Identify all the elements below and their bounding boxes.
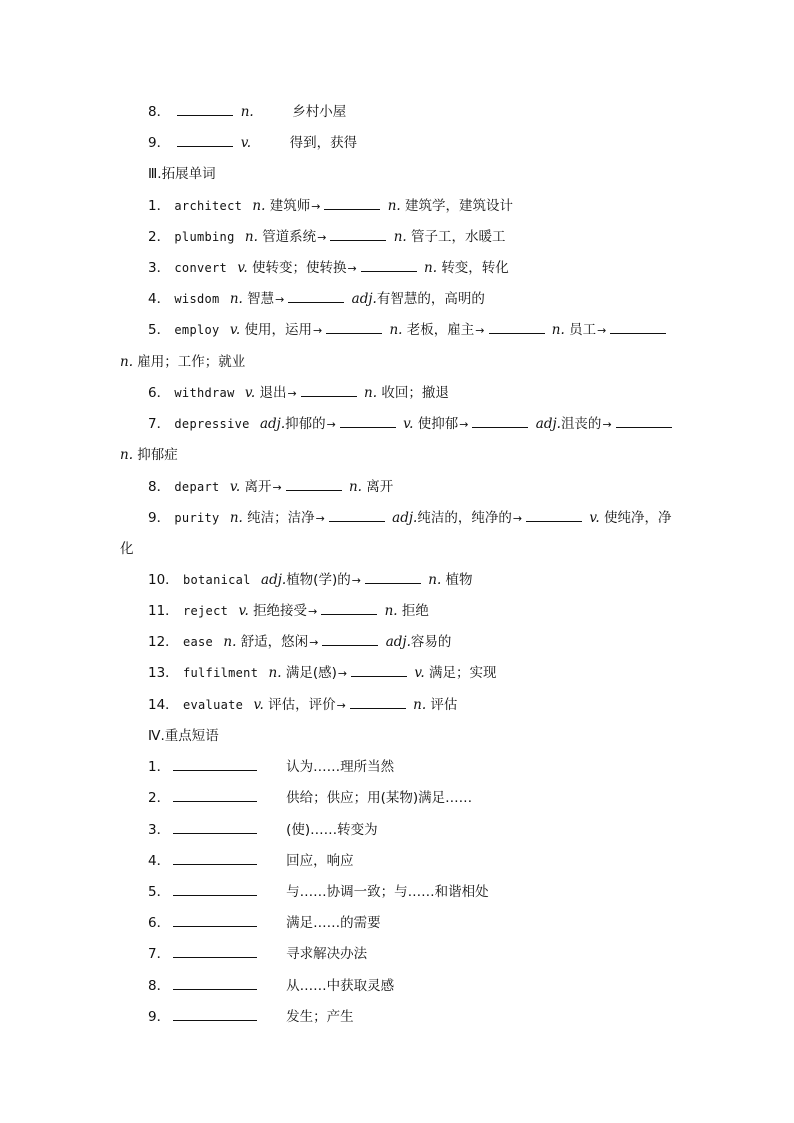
part-of-speech: adj. — [392, 510, 418, 526]
part-of-speech: v. — [414, 665, 425, 681]
item-number: 5． — [148, 322, 171, 338]
section-heading: Ⅲ.拓展单词 — [148, 166, 216, 182]
answer-blank[interactable] — [173, 787, 257, 802]
meaning: 评估，评价 — [268, 697, 336, 713]
headword: fulfilment — [182, 666, 259, 680]
meaning: 发生；产生 — [286, 1009, 354, 1025]
item-number: 3． — [148, 260, 171, 276]
item-number: 8． — [148, 978, 171, 994]
meaning: 使纯净，净 — [603, 510, 672, 526]
expand-item-continuation: 化 — [120, 541, 134, 557]
meaning: 沮丧的 — [560, 416, 602, 432]
headword: purity — [174, 511, 220, 525]
headword: ease — [182, 635, 214, 649]
part-of-speech: v. — [253, 697, 264, 713]
answer-blank[interactable] — [173, 756, 257, 771]
part-of-speech: n. — [389, 322, 403, 338]
meaning: 老板，雇主 — [406, 322, 475, 338]
expand-item — [148, 599, 429, 623]
answer-blank[interactable] — [361, 257, 417, 272]
phrase-item — [148, 911, 381, 935]
arrow-icon: → — [336, 699, 346, 712]
meaning: 容易的 — [410, 634, 452, 650]
part-of-speech: v. — [589, 510, 600, 526]
item-number: 7． — [148, 946, 171, 962]
meaning: 植物 — [445, 572, 473, 588]
part-of-speech: n. — [229, 291, 243, 307]
part-of-speech: n. — [223, 634, 237, 650]
item-number: 14． — [148, 697, 179, 713]
arrow-icon: → — [475, 324, 485, 337]
item-number: 8． — [148, 479, 171, 495]
answer-blank[interactable] — [351, 662, 407, 677]
part-of-speech: n. — [244, 229, 258, 245]
item-number: 8． — [148, 104, 171, 120]
expand-item — [148, 693, 457, 717]
phrase-item — [148, 755, 394, 779]
meaning: 寻求解决办法 — [286, 946, 368, 962]
part-of-speech: adj. — [351, 291, 377, 307]
item-number: 9． — [148, 135, 171, 151]
item-number: 9． — [148, 1009, 171, 1025]
arrow-icon: → — [337, 667, 348, 680]
meaning: 抑郁症 — [137, 447, 178, 463]
headword: convert — [174, 261, 228, 275]
part-of-speech: adj. — [385, 634, 411, 650]
part-of-speech: n. — [364, 385, 378, 401]
answer-blank[interactable] — [329, 507, 385, 522]
item-number: 7． — [148, 416, 171, 432]
headword: architect — [174, 199, 243, 213]
phrase-item — [148, 942, 367, 966]
item-number: 5． — [148, 884, 171, 900]
arrow-icon: → — [309, 636, 319, 649]
item-number: 6． — [148, 915, 171, 931]
meaning: 雇用；工作；就业 — [137, 354, 246, 370]
meaning: 得到，获得 — [289, 135, 358, 151]
meaning: 使抑郁 — [417, 416, 459, 432]
phrase-item — [148, 849, 354, 873]
meaning: 建筑师 — [269, 198, 311, 214]
arrow-icon: → — [602, 418, 612, 431]
part-of-speech: v. — [229, 479, 241, 495]
part-of-speech: n. — [252, 198, 266, 214]
expand-item — [148, 225, 506, 249]
answer-blank[interactable] — [173, 881, 257, 896]
meaning: 离开 — [366, 479, 394, 495]
meaning: 收回；撤退 — [381, 385, 449, 401]
item-number: 13． — [148, 665, 179, 681]
meaning: 供给；供应；用(某物)满足…… — [286, 790, 473, 806]
section-heading: Ⅳ.重点短语 — [148, 728, 219, 744]
arrow-icon: → — [326, 418, 336, 431]
part-of-speech: n. — [384, 603, 398, 619]
expand-item-continuation — [120, 350, 245, 374]
headword: evaluate — [182, 698, 244, 712]
expand-item — [148, 318, 669, 342]
arrow-icon: → — [275, 293, 285, 306]
answer-blank[interactable] — [301, 382, 357, 397]
meaning: 抑郁的 — [285, 416, 326, 432]
arrow-icon: → — [512, 512, 523, 525]
expand-item — [148, 256, 509, 280]
part-of-speech: v. — [237, 260, 248, 276]
meaning: 员工 — [569, 322, 597, 338]
answer-blank[interactable] — [322, 631, 378, 646]
answer-blank[interactable] — [173, 1006, 257, 1021]
answer-blank[interactable] — [288, 288, 344, 303]
item-number: 1． — [148, 759, 171, 775]
item-number: 2． — [148, 229, 171, 245]
answer-blank[interactable] — [321, 600, 377, 615]
headword: wisdom — [174, 292, 220, 306]
meaning: 舒适，悠闲 — [240, 634, 309, 650]
expand-item — [148, 506, 671, 530]
meaning: 满足(感) — [285, 665, 337, 681]
item-number: 4． — [148, 291, 171, 307]
meaning: 纯洁；洁净 — [247, 510, 315, 526]
part-of-speech: v. — [238, 603, 249, 619]
meaning: 认为……理所当然 — [286, 759, 395, 775]
expand-item — [148, 568, 473, 592]
arrow-icon: → — [597, 324, 607, 337]
answer-blank[interactable] — [177, 101, 233, 116]
meaning: 从……中获取灵感 — [286, 978, 395, 994]
arrow-icon: → — [317, 231, 327, 244]
meaning: 转变，转化 — [441, 260, 509, 276]
meaning: 乡村小屋 — [292, 104, 347, 120]
answer-blank[interactable] — [616, 413, 672, 428]
phrase-item — [148, 974, 394, 998]
headword: employ — [174, 323, 220, 337]
headword: withdraw — [174, 386, 235, 400]
part-of-speech: n. — [424, 260, 438, 276]
meaning: 评估 — [430, 697, 458, 713]
vocab-item — [148, 131, 357, 155]
answer-blank[interactable] — [350, 694, 406, 709]
meaning: 管子工，水暖工 — [411, 229, 506, 245]
arrow-icon: → — [459, 418, 469, 431]
phrase-item — [148, 1005, 354, 1029]
meaning: 退出 — [259, 385, 287, 401]
meaning: 回应，响应 — [286, 853, 354, 869]
answer-blank[interactable] — [326, 319, 382, 334]
part-of-speech: n. — [120, 447, 133, 463]
expand-item — [148, 661, 497, 685]
part-of-speech: n. — [229, 510, 243, 526]
meaning: 使转变；使转换 — [252, 260, 347, 276]
item-number: 3． — [148, 822, 171, 838]
arrow-icon: → — [287, 387, 297, 400]
answer-blank[interactable] — [173, 912, 257, 927]
item-number: 1． — [148, 198, 171, 214]
item-number: 4． — [148, 853, 171, 869]
answer-blank[interactable] — [324, 195, 380, 210]
meaning: (使)……转变为 — [286, 822, 378, 838]
part-of-speech: v. — [403, 416, 414, 432]
headword: depart — [174, 480, 220, 494]
part-of-speech: n. — [348, 479, 362, 495]
meaning: 植物(学)的 — [286, 572, 351, 588]
part-of-speech: v. — [240, 135, 252, 151]
vocab-item — [148, 100, 346, 124]
answer-blank[interactable] — [365, 569, 421, 584]
item-number: 9． — [148, 510, 171, 526]
answer-blank[interactable] — [526, 507, 582, 522]
answer-blank[interactable] — [173, 819, 257, 834]
item-number: 10． — [148, 572, 179, 588]
meaning: 拒绝 — [401, 603, 429, 619]
answer-blank[interactable] — [286, 476, 342, 491]
phrase-item — [148, 818, 378, 842]
arrow-icon: → — [311, 200, 321, 213]
answer-blank[interactable] — [340, 413, 396, 428]
expand-item — [148, 475, 393, 499]
part-of-speech: n. — [240, 104, 254, 120]
answer-blank[interactable] — [173, 975, 257, 990]
answer-blank[interactable] — [489, 319, 545, 334]
meaning: 智慧 — [247, 291, 275, 307]
meaning: 管道系统 — [262, 229, 317, 245]
answer-blank[interactable] — [173, 943, 257, 958]
part-of-speech: n. — [120, 354, 133, 370]
part-of-speech: n. — [413, 697, 427, 713]
meaning: 满足……的需要 — [286, 915, 381, 931]
arrow-icon: → — [312, 324, 323, 337]
headword: plumbing — [174, 230, 235, 244]
phrase-item — [148, 880, 489, 904]
headword: reject — [182, 604, 229, 618]
meaning: 纯洁的，纯净的 — [417, 510, 512, 526]
item-number: 2． — [148, 790, 171, 806]
meaning: 拒绝接受 — [253, 603, 308, 619]
arrow-icon: → — [272, 481, 282, 494]
expand-item-continuation — [120, 443, 178, 467]
arrow-icon: → — [351, 574, 361, 587]
item-number: 6． — [148, 385, 171, 401]
expand-item — [148, 287, 485, 311]
answer-blank[interactable] — [173, 850, 257, 865]
part-of-speech: n. — [428, 572, 442, 588]
arrow-icon: → — [308, 605, 318, 618]
part-of-speech: v. — [244, 385, 256, 401]
part-of-speech: adj. — [259, 416, 286, 432]
part-of-speech: v. — [229, 322, 241, 338]
item-number: 12． — [148, 634, 179, 650]
part-of-speech: adj. — [261, 572, 287, 588]
arrow-icon: → — [315, 512, 325, 525]
part-of-speech: n. — [268, 665, 282, 681]
expand-item — [148, 412, 675, 436]
meaning: 建筑学，建筑设计 — [405, 198, 514, 214]
meaning: 离开 — [244, 479, 272, 495]
expand-item — [148, 381, 449, 405]
phrase-item — [148, 786, 472, 810]
part-of-speech: n. — [387, 198, 401, 214]
part-of-speech: adj. — [535, 416, 561, 432]
answer-blank[interactable] — [472, 413, 528, 428]
answer-blank[interactable] — [177, 132, 233, 147]
meaning: 满足；实现 — [429, 665, 497, 681]
item-number: 11． — [148, 603, 179, 619]
meaning: 使用，运用 — [244, 322, 312, 338]
answer-blank[interactable] — [610, 319, 666, 334]
meaning: 与……协调一致；与……和谐相处 — [286, 884, 489, 900]
expand-item — [148, 630, 451, 654]
headword: botanical — [182, 573, 251, 587]
answer-blank[interactable] — [330, 226, 386, 241]
headword: depressive — [174, 417, 250, 431]
expand-item — [148, 194, 513, 218]
arrow-icon: → — [347, 262, 357, 275]
part-of-speech: n. — [393, 229, 407, 245]
part-of-speech: n. — [551, 322, 565, 338]
meaning: 有智慧的，高明的 — [376, 291, 485, 307]
